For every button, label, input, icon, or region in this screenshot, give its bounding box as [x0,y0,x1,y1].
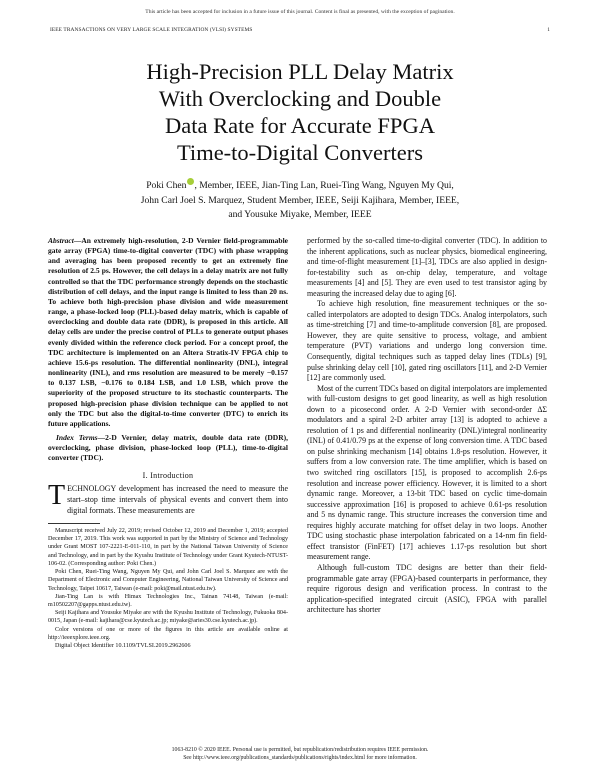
title-line-3: Data Rate for Accurate FPGA [165,113,435,138]
abstract [48,236,288,429]
right-column [307,236,547,616]
body-paragraph-4: Although full-custom TDC designs are better than their field-programmable gate array (FPGA)-based counterparts in performance, they require rigorous design and verification process. In contrast to the application-specified integrated circuit (ASIC), FPGA with parallel architecture has shorter [307,562,547,615]
author-line-2: John Carl Joel S. Marquez, Student Member, IEEE, Seiji Kajihara, Member, IEEE, [140,194,460,206]
intro-paragraph [48,480,288,516]
drop-cap: T [48,480,66,512]
journal-name: IEEE TRANSACTIONS ON VERY LARGE SCALE INTEGRATION (VLSI) SYSTEMS [50,27,253,33]
body-paragraph-3: Most of the current TDCs based on digital interpolators are implemented with full-custom designs to get good linearity, as well as high resolution down to a picosecond order. A 2-D Vernier with second-order ΔΣ modulators and a spiral 2-D arbiter array [13] is adopted to achieve a resolution of 1 ps and differential nonlinearity (DNL)/integral nonlinearity (INL) of 0.41/0.79 ps at the expense of long conversion time. A TDC based on pulse shrinking mechanism [14] obtains 1.8-ps resolution. However, it suffers from a low conversion rate. The time amplifier, which is based on two switched ring oscillators [15], is proposed to accomplish 2.6-ps resolution and increase power efficiency. However, it is limited to a short dynamic range. Moreover, a 13-bit TDC based on cyclic time-domain successive approximation [16] is proposed to achieve 0.61-ps resolution and 5 ns dynamic range. This structure increases the conversion time and requires highly accurate matching for offset delay in two loops. Another TDC using stochastic phase interpolation fabricated on a 14-nm fin field-effect transistor (FinFET) [17] achieves 1.17-ps resolution but short measurement range. [307,383,547,562]
first-author-name: Poki Chen [146,180,187,191]
copyright-line-1: 1063-8210 © 2020 IEEE. Personal use is permitted, but republication/redistribution requires IEEE permission. [171,747,429,753]
title-line-1: High-Precision PLL Delay Matrix [146,59,454,84]
footnote-color-versions: Color versions of one or more of the figures in this article are available online at http://ieeexplore.ieee.org. [48,626,288,641]
copyright-line-2: See http://www.ieee.org/publications_standards/publications/rights/index.html for more information. [183,755,417,761]
section-heading-introduction: I. Introduction [142,471,194,481]
title-line-2: With Overclocking and Double [158,86,442,111]
footnote-doi: Digital Object Identifier 10.1109/TVLSI.2019.2962606 [55,642,191,649]
page-number: 1 [547,27,550,33]
footnote-divider [48,523,100,524]
footnote-affiliation-himax: Jian-Ting Lan is with Himax Technologies Inc., Tainan 74148, Taiwan (e-mail: m10502207@gapps.ntust.edu.tw). [48,593,288,608]
left-column [48,236,288,650]
author-list [60,178,540,223]
index-terms [48,433,288,463]
abstract-lead: Abstract [48,236,74,245]
index-terms-text: —2-D Vernier, delay matrix, double data rate (DDR), overclocking, phase division, phase-locked loop (PLL), time-to-digital converter (TDC). [48,432,289,463]
author-line-3: and Yousuke Miyake, Member, IEEE [228,209,372,220]
author-line-1-rest: , Member, IEEE, Jian-Ting Lan, Ruei-Ting Wang, Nguyen My Qui, [194,180,454,191]
abstract-text: —An extremely high-resolution, 2-D Vernier field-programmable gate array (FPGA) time-to-digital converter (TDC) with phase wrapping and averaging has been proposed recently to get an extremely fine resolution of 2.5 ps. However, the cell delays in a delay matrix are not fully controlled so that the TDC performance strongly depends on the stochastic distribution of cell delays, and the input range is limited to less than 20 ns. To achieve both high-precision phase division and wide measurement range, a phase-locked loop (PLL)-based delay matrix, which is capable of overclocking and double data rate (DDR), is proposed in this article. All delay cells are under the precise control of PLLs to generate output phases evenly divided within the reference clock period. For a concept proof, the TDC architecture is implemented on an Altera Stratix-IV FPGA chip to achieve 15.6-ps resolution. The differential nonlinearity (DNL), integral nonlinearity (INL), and rms resolution are measured to be merely −0.157 to 0.137 LSB, −0.176 to 0.184 LSB, and 1.0 LSB, which prove the superiority of the proposed structure to its stochastic counterparts. The proposed high-precision phase division technique can be applied to not only the TDC but also the digital-to-time converter (DTC) to enrich its future applications. [48,236,288,428]
body-paragraph-2: To achieve high resolution, fine measurement techniques or the so-called interpolators are adopted to design TDCs. Analog interpolators, such as time-stretching [7] and time-to-amplitude conversion [8], are proposed. However, they are quite sensitive to process, voltage, and ambient temperature (PVT) variations and undergo long conversion time. Consequently, digital techniques such as tapped delay lines (TDLs) [9], pulse shrinking delay cell [10], gated ring oscillators [11], and 2-D Vernier [12] are commonly used. [307,299,547,383]
index-terms-lead: Index Terms [56,432,98,442]
footnotes [48,527,288,650]
body-paragraph-1: performed by the so-called time-to-digital converter (TDC). In addition to the inherent applications, such as nuclear physics, biomedical engineering, and time-of-flight measurement [1]–[3], TDCs are also applied in design-for-testability such as on-chip delay, temperature, and voltage measurements [4] and [5]. They are even used to test transistor aging by measuring the increased delay due to aging [6]. [307,236,547,298]
footnote-affiliation-kyutech: Seiji Kajihara and Yousuke Miyake are with the Kyushu Institute of Technology, Fukuoka 804-0015, Japan (e-mail: kajihara@cse.kyutech.ac.jp; miyake@aries30.cse.kyutech.ac.jp). [48,610,288,625]
title-line-4: Time-to-Digital Converters [176,140,424,165]
footnote-affiliation-ntust: Poki Chen, Ruei-Ting Wang, Nguyen My Qui, and John Carl Joel S. Marquez are with the Department of Electronic and Computer Engineering, National Taiwan University of Science and Technology, Taipei 10617, Taiwan (e-mail: poki@mail.ntust.edu.tw). [48,569,288,592]
running-head [50,27,550,33]
author-line-1 [60,178,540,194]
paper-title [60,58,540,166]
copyright-notice [0,746,600,762]
intro-text: ECHNOLOGY development has increased the need to measure the start–stop time intervals of physical events and convert them into digital formats. These measurements are [67,484,288,515]
acceptance-notice: This article has been accepted for inclusion in a future issue of this journal. Content is final as presented, with the exception of pagination. [145,9,455,15]
footnote-manuscript: Manuscript received July 22, 2019; revised October 12, 2019 and December 1, 2019; accepted December 17, 2019. This work was supported in part by the Ministry of Science and Technology under Grant MOST 107-2221-E-011-110, in part by the National Taiwan University of Science and Technology, and in part by the Kyushu Institute of Technology under Grant Kyutech-NTUST-106-02. (Corresponding author: Poki Chen.) [48,528,288,567]
